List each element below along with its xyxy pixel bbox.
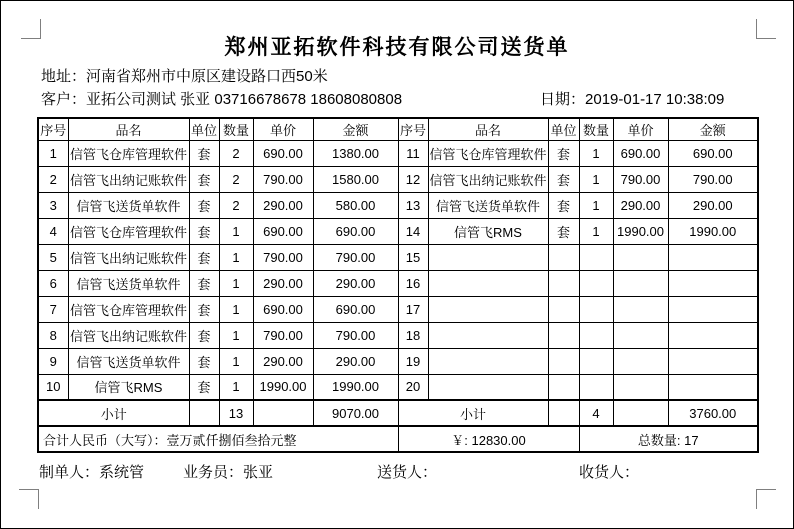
- table-row: [38, 192, 758, 218]
- table-cell: 790.00: [313, 244, 398, 270]
- table-cell: 信管飞RMS: [428, 218, 548, 244]
- table-row: [38, 270, 758, 296]
- subtotal-right-amount: 3760.00: [668, 400, 758, 426]
- table-cell: 1: [579, 166, 613, 192]
- table-cell: 290.00: [313, 270, 398, 296]
- table-cell: [579, 374, 613, 400]
- table-cell: 790.00: [253, 322, 313, 348]
- salesman-field: 业务员：张亚: [183, 464, 274, 481]
- column-header: 金额: [668, 118, 758, 140]
- table-cell: 1: [579, 218, 613, 244]
- table-row: [38, 348, 758, 374]
- table-cell: 套: [189, 374, 219, 400]
- table-cell: 690.00: [668, 140, 758, 166]
- date-line: [540, 88, 724, 109]
- table-cell: 2: [38, 166, 68, 192]
- address-value: 河南省郑州市中原区建设路口西50米: [86, 68, 328, 85]
- table-cell: 1: [219, 348, 253, 374]
- table-cell: [428, 296, 548, 322]
- crop-mark-bottom-right-icon: [756, 489, 776, 509]
- table-cell: [613, 374, 668, 400]
- maker-field: 制单人：系统管: [39, 464, 145, 481]
- total-amount-in-words: 合计人民币（大写）：壹万贰仟捌佰叁拾元整: [38, 426, 398, 452]
- column-header: 金额: [313, 118, 398, 140]
- table-cell: 790.00: [313, 322, 398, 348]
- table-cell: [579, 348, 613, 374]
- table-cell: 套: [189, 218, 219, 244]
- table-cell: 信管飞送货单软件: [428, 192, 548, 218]
- table-row: [38, 244, 758, 270]
- table-cell: [613, 400, 668, 426]
- table-cell: [428, 244, 548, 270]
- crop-mark-bottom-left-icon: [19, 489, 39, 509]
- table-row: [38, 322, 758, 348]
- table-cell: [668, 296, 758, 322]
- date-value: 2019-01-17 10:38:09: [585, 91, 725, 108]
- subtotal-right-qty: 4: [579, 400, 613, 426]
- table-cell: 13: [398, 192, 428, 218]
- table-cell: [548, 374, 579, 400]
- table-cell: 信管飞送货单软件: [68, 348, 189, 374]
- table-cell: 290.00: [313, 348, 398, 374]
- table-cell: 套: [548, 140, 579, 166]
- table-cell: 信管飞仓库管理软件: [428, 140, 548, 166]
- customer-label: 客户：: [41, 91, 87, 108]
- table-cell: 1990.00: [313, 374, 398, 400]
- table-cell: 套: [189, 270, 219, 296]
- column-header: 单价: [253, 118, 313, 140]
- total-row: [38, 426, 758, 452]
- table-cell: 19: [398, 348, 428, 374]
- table-cell: 16: [398, 270, 428, 296]
- table-cell: 1: [219, 322, 253, 348]
- table-cell: [548, 322, 579, 348]
- table-cell: 套: [189, 192, 219, 218]
- table-cell: [428, 322, 548, 348]
- address-label: 地址：: [41, 68, 87, 85]
- subtotal-row: [38, 400, 758, 426]
- table-cell: 套: [548, 192, 579, 218]
- table-cell: [613, 348, 668, 374]
- table-cell: 信管飞出纳记账软件: [68, 244, 189, 270]
- table-cell: 套: [189, 296, 219, 322]
- table-cell: [548, 348, 579, 374]
- table-cell: 信管飞送货单软件: [68, 192, 189, 218]
- deliverer-field: 送货人：: [377, 464, 438, 481]
- table-cell: 1: [219, 218, 253, 244]
- table-cell: 290.00: [613, 192, 668, 218]
- column-header: 序号: [398, 118, 428, 140]
- table-cell: [253, 400, 313, 426]
- table-cell: [548, 296, 579, 322]
- table-cell: 1: [219, 244, 253, 270]
- table-cell: 290.00: [253, 270, 313, 296]
- table-cell: 10: [38, 374, 68, 400]
- table-cell: [613, 270, 668, 296]
- table-cell: [428, 348, 548, 374]
- table-cell: 信管飞RMS: [68, 374, 189, 400]
- subtotal-left-amount: 9070.00: [313, 400, 398, 426]
- column-header: 品名: [68, 118, 189, 140]
- table-cell: 1: [579, 140, 613, 166]
- table-cell: 14: [398, 218, 428, 244]
- table-cell: 1: [219, 296, 253, 322]
- total-quantity: 总数量: 17: [579, 426, 758, 452]
- table-cell: [548, 270, 579, 296]
- table-cell: 信管飞出纳记账软件: [68, 322, 189, 348]
- total-amount: ￥: 12830.00: [398, 426, 579, 452]
- table-cell: 9: [38, 348, 68, 374]
- table-cell: 信管飞送货单软件: [68, 270, 189, 296]
- table-cell: 信管飞仓库管理软件: [68, 140, 189, 166]
- table-cell: 7: [38, 296, 68, 322]
- table-cell: 5: [38, 244, 68, 270]
- table-cell: 12: [398, 166, 428, 192]
- table-cell: 1: [219, 270, 253, 296]
- table-cell: [548, 244, 579, 270]
- table-row: [38, 296, 758, 322]
- table-cell: [579, 296, 613, 322]
- table-cell: 790.00: [253, 244, 313, 270]
- table-cell: 1990.00: [668, 218, 758, 244]
- table-row: [38, 374, 758, 400]
- table-cell: 20: [398, 374, 428, 400]
- table-cell: 790.00: [668, 166, 758, 192]
- table-cell: 套: [189, 166, 219, 192]
- table-cell: 290.00: [253, 192, 313, 218]
- column-header: 单价: [613, 118, 668, 140]
- table-cell: 套: [189, 322, 219, 348]
- table-cell: 790.00: [253, 166, 313, 192]
- table-cell: 6: [38, 270, 68, 296]
- table-cell: [579, 322, 613, 348]
- table-cell: 2: [219, 140, 253, 166]
- table-cell: [668, 322, 758, 348]
- table-cell: 690.00: [613, 140, 668, 166]
- table-cell: 1990.00: [613, 218, 668, 244]
- column-header: 单位: [548, 118, 579, 140]
- table-cell: 18: [398, 322, 428, 348]
- table-cell: 290.00: [668, 192, 758, 218]
- table-cell: 790.00: [613, 166, 668, 192]
- table-cell: 1: [579, 192, 613, 218]
- items-table: [37, 117, 759, 453]
- table-cell: 690.00: [313, 218, 398, 244]
- subtotal-left-qty: 13: [219, 400, 253, 426]
- table-cell: 2: [219, 166, 253, 192]
- table-cell: 690.00: [253, 296, 313, 322]
- column-header: 单位: [189, 118, 219, 140]
- table-cell: 690.00: [253, 218, 313, 244]
- customer-line: [41, 88, 402, 109]
- table-cell: 15: [398, 244, 428, 270]
- table-row: [38, 218, 758, 244]
- column-header: 数量: [579, 118, 613, 140]
- table-cell: 580.00: [313, 192, 398, 218]
- table-cell: [579, 270, 613, 296]
- table-cell: 4: [38, 218, 68, 244]
- column-header: 品名: [428, 118, 548, 140]
- table-cell: 290.00: [253, 348, 313, 374]
- date-label: 日期：: [540, 91, 586, 108]
- table-cell: 信管飞出纳记账软件: [428, 166, 548, 192]
- table-cell: 1990.00: [253, 374, 313, 400]
- table-cell: 17: [398, 296, 428, 322]
- table-cell: [428, 374, 548, 400]
- table-cell: [668, 348, 758, 374]
- table-cell: 信管飞仓库管理软件: [68, 218, 189, 244]
- table-cell: 11: [398, 140, 428, 166]
- table-cell: 3: [38, 192, 68, 218]
- table-cell: 1380.00: [313, 140, 398, 166]
- address-line: [41, 65, 328, 86]
- table-cell: [668, 244, 758, 270]
- table-cell: [548, 400, 579, 426]
- table-cell: 套: [548, 166, 579, 192]
- receiver-field: 收货人：: [579, 464, 640, 481]
- table-cell: 套: [189, 140, 219, 166]
- table-cell: 套: [189, 348, 219, 374]
- table-cell: 8: [38, 322, 68, 348]
- table-cell: 690.00: [313, 296, 398, 322]
- table-cell: [189, 400, 219, 426]
- page-title: 郑州亚拓软件科技有限公司送货单: [224, 36, 570, 59]
- table-row: [38, 166, 758, 192]
- table-cell: [668, 374, 758, 400]
- table-cell: 2: [219, 192, 253, 218]
- column-header: 数量: [219, 118, 253, 140]
- table-cell: [613, 244, 668, 270]
- table-cell: [613, 296, 668, 322]
- table-cell: [668, 270, 758, 296]
- subtotal-right-label: 小计: [398, 400, 548, 426]
- table-cell: [613, 322, 668, 348]
- table-cell: 1: [38, 140, 68, 166]
- table-cell: 1: [219, 374, 253, 400]
- customer-value: 亚拓公司测试 张亚 03716678678 18608080808: [86, 91, 403, 108]
- table-cell: 690.00: [253, 140, 313, 166]
- column-header: 序号: [38, 118, 68, 140]
- subtotal-left-label: 小计: [38, 400, 189, 426]
- table-cell: 套: [548, 218, 579, 244]
- table-header-row: [38, 118, 758, 140]
- table-cell: [428, 270, 548, 296]
- table-cell: [579, 244, 613, 270]
- table-cell: 信管飞仓库管理软件: [68, 296, 189, 322]
- table-cell: 信管飞出纳记账软件: [68, 166, 189, 192]
- table-cell: 1580.00: [313, 166, 398, 192]
- table-cell: 套: [189, 244, 219, 270]
- table-row: [38, 140, 758, 166]
